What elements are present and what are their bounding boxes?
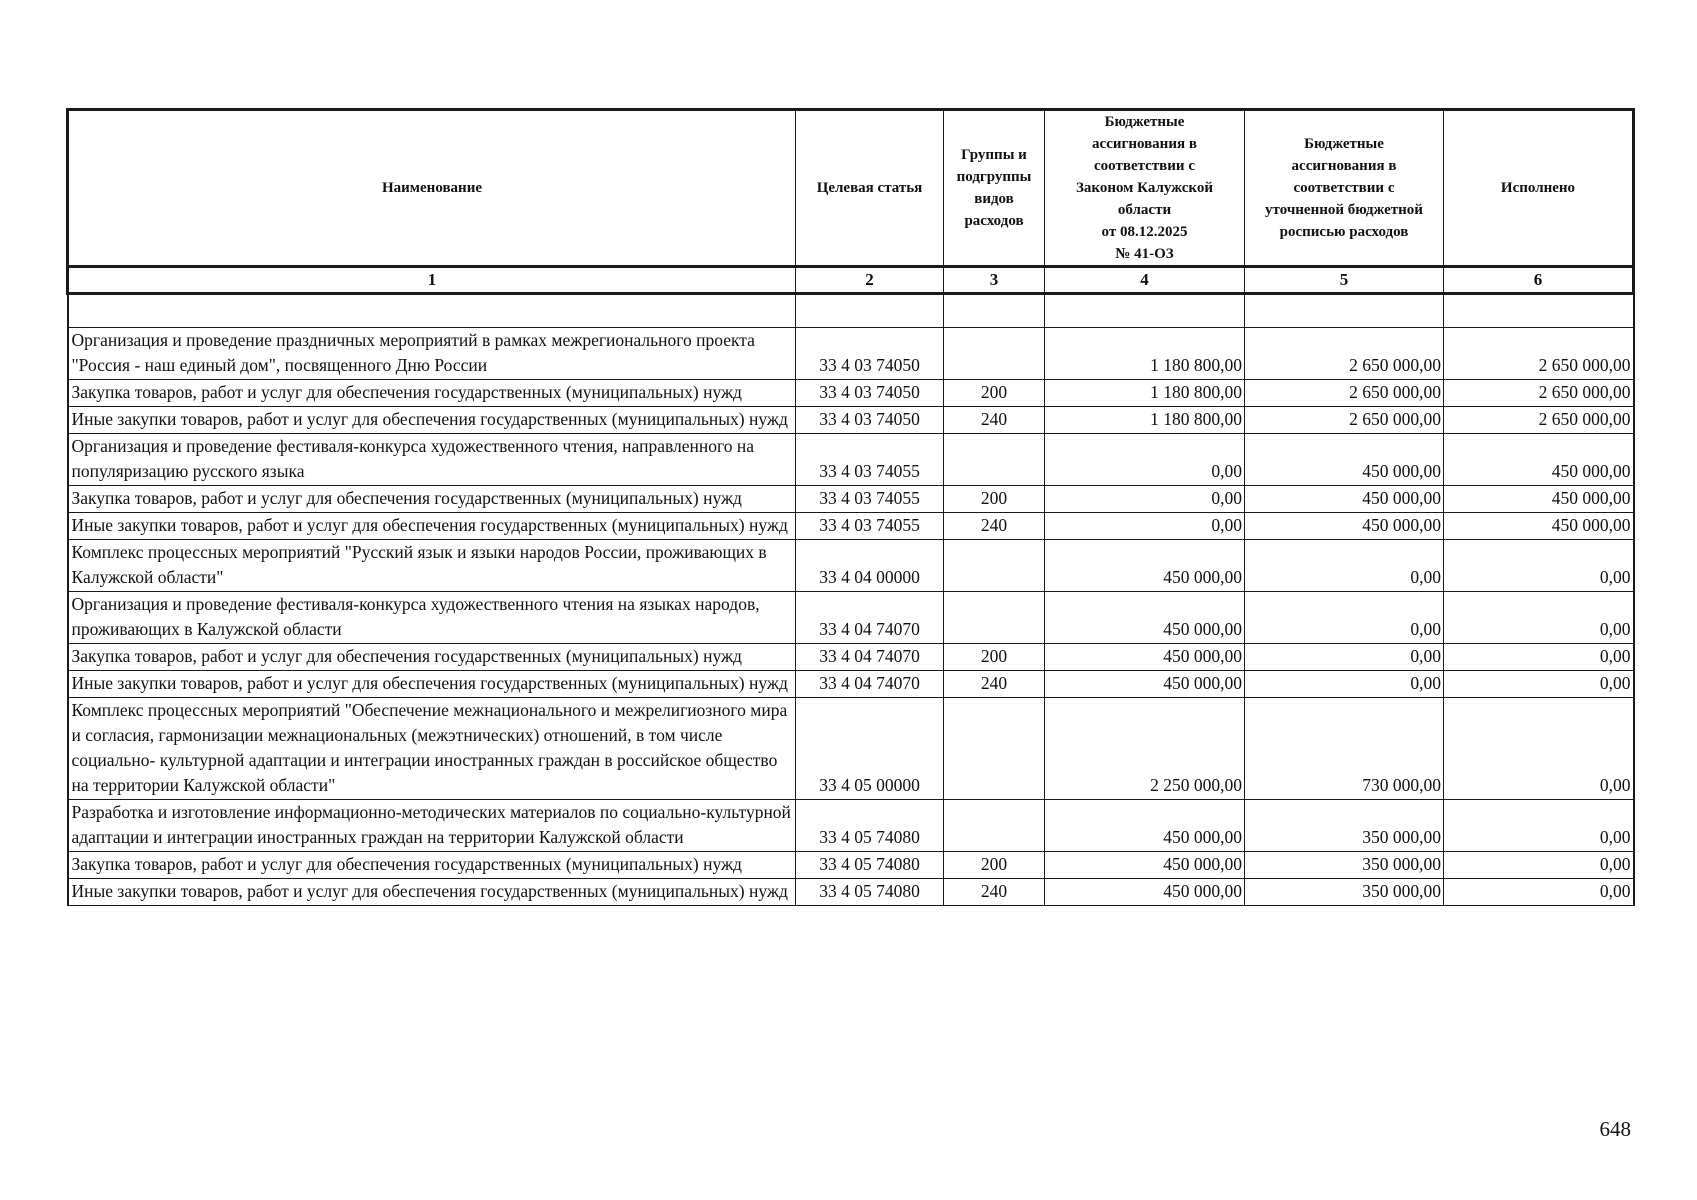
row-target-article: 33 4 03 74050 (796, 380, 944, 407)
row-executed-amount: 0,00 (1444, 879, 1634, 906)
row-target-article: 33 4 05 74080 (796, 800, 944, 852)
row-law-amount: 1 180 800,00 (1045, 328, 1245, 380)
column-number: 6 (1444, 267, 1634, 294)
row-name: Закупка товаров, работ и услуг для обеспечения государственных (муниципальных) нужд (68, 486, 796, 513)
header-revised-line: ассигнования в (1291, 158, 1397, 174)
row-expense-group (944, 540, 1045, 592)
row-executed-amount: 2 650 000,00 (1444, 328, 1634, 380)
table-row (68, 852, 1634, 879)
row-target-article: 33 4 03 74055 (796, 486, 944, 513)
row-name: Иные закупки товаров, работ и услуг для обеспечения государственных (муниципальных) нужд (68, 513, 796, 540)
column-number: 1 (68, 267, 796, 294)
column-number: 3 (944, 267, 1045, 294)
spacer-row (68, 294, 1634, 328)
row-executed-amount: 0,00 (1444, 671, 1634, 698)
table-header (68, 110, 1634, 294)
row-executed-amount: 2 650 000,00 (1444, 407, 1634, 434)
row-law-amount: 1 180 800,00 (1045, 380, 1245, 407)
row-revised-amount: 730 000,00 (1245, 698, 1444, 800)
row-target-article: 33 4 03 74055 (796, 513, 944, 540)
row-law-amount: 0,00 (1045, 486, 1245, 513)
row-executed-amount: 0,00 (1444, 800, 1634, 852)
table-body (68, 294, 1634, 906)
header-law-line: соответствии с (1094, 158, 1195, 174)
row-revised-amount: 2 650 000,00 (1245, 380, 1444, 407)
row-executed-amount: 450 000,00 (1444, 434, 1634, 486)
header-revised-line: соответствии с (1293, 180, 1395, 196)
row-expense-group: 200 (944, 486, 1045, 513)
table-row (68, 671, 1634, 698)
header-revised-line: росписью расходов (1279, 224, 1409, 240)
row-name: Организация и проведение фестиваля-конкурса художественного чтения на языках народов, проживающих в Калужской области (68, 592, 796, 644)
row-revised-amount: 350 000,00 (1245, 852, 1444, 879)
row-law-amount: 0,00 (1045, 513, 1245, 540)
row-executed-amount: 450 000,00 (1444, 513, 1634, 540)
row-name: Организация и проведение фестиваля-конкурса художественного чтения, направленного на популяризацию русского языка (68, 434, 796, 486)
row-name: Иные закупки товаров, работ и услуг для обеспечения государственных (муниципальных) нужд (68, 879, 796, 906)
budget-sheet (66, 108, 1632, 906)
row-revised-amount: 450 000,00 (1245, 434, 1444, 486)
row-revised-amount: 350 000,00 (1245, 800, 1444, 852)
row-target-article: 33 4 04 00000 (796, 540, 944, 592)
row-revised-amount: 2 650 000,00 (1245, 328, 1444, 380)
spacer-cell (944, 294, 1045, 328)
budget-table (66, 108, 1635, 906)
header-law-line: Бюджетные (1104, 114, 1185, 130)
row-executed-amount: 0,00 (1444, 592, 1634, 644)
row-revised-amount: 0,00 (1245, 592, 1444, 644)
row-expense-group: 240 (944, 879, 1045, 906)
row-revised-amount: 0,00 (1245, 644, 1444, 671)
row-target-article: 33 4 05 74080 (796, 879, 944, 906)
row-law-amount: 450 000,00 (1045, 644, 1245, 671)
row-target-article: 33 4 03 74050 (796, 407, 944, 434)
row-target-article: 33 4 04 74070 (796, 644, 944, 671)
row-expense-group (944, 698, 1045, 800)
row-law-amount: 450 000,00 (1045, 852, 1245, 879)
row-target-article: 33 4 05 74080 (796, 852, 944, 879)
table-row (68, 540, 1634, 592)
row-expense-group (944, 434, 1045, 486)
row-revised-amount: 350 000,00 (1245, 879, 1444, 906)
row-expense-group: 240 (944, 513, 1045, 540)
row-executed-amount: 2 650 000,00 (1444, 380, 1634, 407)
row-expense-group (944, 592, 1045, 644)
column-number-row (68, 267, 1634, 294)
row-name: Иные закупки товаров, работ и услуг для обеспечения государственных (муниципальных) нужд (68, 671, 796, 698)
header-expense-groups: Группы и подгруппы видов расходов (944, 110, 1045, 267)
table-row (68, 513, 1634, 540)
table-row (68, 380, 1634, 407)
table-row (68, 486, 1634, 513)
row-expense-group: 240 (944, 407, 1045, 434)
row-target-article: 33 4 03 74055 (796, 434, 944, 486)
column-number: 4 (1045, 267, 1245, 294)
row-revised-amount: 450 000,00 (1245, 513, 1444, 540)
table-row (68, 698, 1634, 800)
row-revised-amount: 0,00 (1245, 671, 1444, 698)
spacer-cell (68, 294, 796, 328)
table-row (68, 800, 1634, 852)
row-law-amount: 1 180 800,00 (1045, 407, 1245, 434)
table-row (68, 407, 1634, 434)
row-expense-group: 200 (944, 852, 1045, 879)
row-executed-amount: 0,00 (1444, 698, 1634, 800)
row-executed-amount: 0,00 (1444, 644, 1634, 671)
row-expense-group: 240 (944, 671, 1045, 698)
row-law-amount: 0,00 (1045, 434, 1245, 486)
header-revised-line: Бюджетные (1304, 136, 1384, 152)
spacer-cell (1444, 294, 1634, 328)
header-law-allocations (1045, 110, 1245, 267)
row-expense-group (944, 328, 1045, 380)
column-number: 5 (1245, 267, 1444, 294)
row-target-article: 33 4 03 74050 (796, 328, 944, 380)
row-expense-group (944, 800, 1045, 852)
table-row (68, 592, 1634, 644)
row-target-article: 33 4 05 00000 (796, 698, 944, 800)
header-law-line: области (1117, 202, 1172, 218)
header-law-line: Законом Калужской (1075, 180, 1214, 196)
row-executed-amount: 450 000,00 (1444, 486, 1634, 513)
row-law-amount: 450 000,00 (1045, 671, 1245, 698)
row-law-amount: 2 250 000,00 (1045, 698, 1245, 800)
row-name: Комплекс процессных мероприятий "Обеспечение межнационального и межрелигиозного мира и согласия, гармонизации межнациональных (межэтнических) отношений, в том числе социально- культурной адаптации и интеграции иностранных граждан в российское общество на территории Калужской области" (68, 698, 796, 800)
row-revised-amount: 0,00 (1245, 540, 1444, 592)
row-law-amount: 450 000,00 (1045, 540, 1245, 592)
row-expense-group: 200 (944, 644, 1045, 671)
row-name: Иные закупки товаров, работ и услуг для обеспечения государственных (муниципальных) нужд (68, 407, 796, 434)
spacer-cell (1245, 294, 1444, 328)
row-target-article: 33 4 04 74070 (796, 592, 944, 644)
header-law-line: от 08.12.2025 (1101, 224, 1188, 240)
row-law-amount: 450 000,00 (1045, 592, 1245, 644)
row-executed-amount: 0,00 (1444, 540, 1634, 592)
table-row (68, 644, 1634, 671)
row-name: Организация и проведение праздничных мероприятий в рамках межрегионального проекта "Россия - наш единый дом", посвященного Дню России (68, 328, 796, 380)
row-name: Закупка товаров, работ и услуг для обеспечения государственных (муниципальных) нужд (68, 380, 796, 407)
header-law-line: № 41-ОЗ (1115, 246, 1174, 262)
row-expense-group: 200 (944, 380, 1045, 407)
header-law-line: ассигнования в (1092, 136, 1197, 152)
spacer-cell (1045, 294, 1245, 328)
header-executed: Исполнено (1444, 110, 1634, 267)
row-executed-amount: 0,00 (1444, 852, 1634, 879)
row-law-amount: 450 000,00 (1045, 879, 1245, 906)
row-name: Закупка товаров, работ и услуг для обеспечения государственных (муниципальных) нужд (68, 852, 796, 879)
header-target-article: Целевая статья (796, 110, 944, 267)
header-name: Наименование (68, 110, 796, 267)
header-revised-line: уточненной бюджетной (1265, 202, 1423, 218)
table-row (68, 328, 1634, 380)
row-target-article: 33 4 04 74070 (796, 671, 944, 698)
column-number: 2 (796, 267, 944, 294)
table-row (68, 434, 1634, 486)
row-name: Разработка и изготовление информационно-методических материалов по социально-культурной адаптации и интеграции иностранных граждан на территории Калужской области (68, 800, 796, 852)
row-revised-amount: 450 000,00 (1245, 486, 1444, 513)
header-row (68, 110, 1634, 267)
page-number: 648 (1599, 1117, 1631, 1141)
table-row (68, 879, 1634, 906)
header-revised-allocations (1245, 110, 1444, 267)
row-name: Комплекс процессных мероприятий "Русский язык и языки народов России, проживающих в Калужской области" (68, 540, 796, 592)
row-law-amount: 450 000,00 (1045, 800, 1245, 852)
row-revised-amount: 2 650 000,00 (1245, 407, 1444, 434)
spacer-cell (796, 294, 944, 328)
row-name: Закупка товаров, работ и услуг для обеспечения государственных (муниципальных) нужд (68, 644, 796, 671)
